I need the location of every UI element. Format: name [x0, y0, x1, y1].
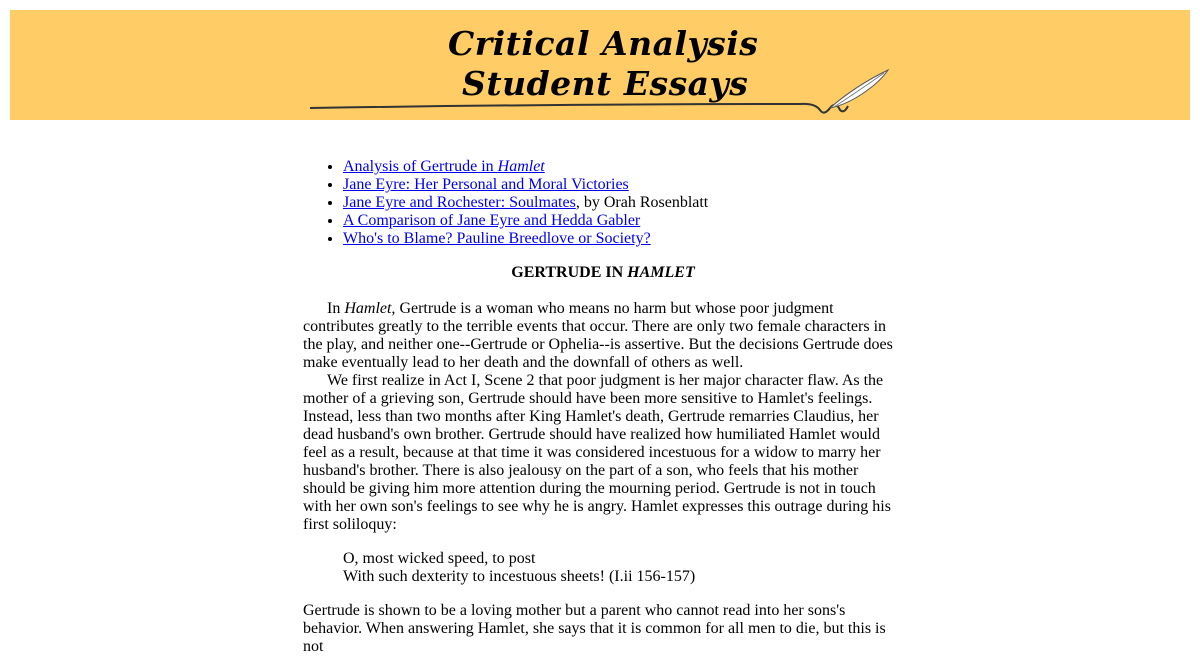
essay-link-gertrude[interactable]: Analysis of Gertrude in Hamlet: [343, 158, 545, 175]
site-title-line1: Critical Analysis: [448, 24, 759, 63]
essay-author: , by Orah Rosenblatt: [575, 194, 709, 211]
list-item: [343, 212, 903, 230]
list-item: [343, 158, 903, 176]
essay-link-jane-eyre-victories[interactable]: Jane Eyre: Her Personal and Moral Victories: [343, 176, 629, 193]
list-item: [343, 194, 903, 212]
quill-pen-icon: [310, 68, 900, 118]
header-banner: [10, 10, 1190, 120]
essay-paragraph-3: Gertrude is shown to be a loving mother but a parent who cannot read into her sons's behavior. When answering Hamlet, she says that it is common for all men to die, but this is not: [303, 602, 886, 655]
essay-link-jane-eyre-rochester[interactable]: Jane Eyre and Rochester: Soulmates: [343, 194, 576, 211]
essay-paragraph-1: In Hamlet, Gertrude is a woman who means no harm but whose poor judgment contributes greatly to the terrible events that occur. There are only two female characters in the play, and neither one--Gertrude or Ophelia--is assertive. But the decisions Gertrude does make eventually lead to her death and the downfall of others as well.: [303, 300, 893, 371]
essay-link-whos-to-blame[interactable]: Who's to Blame? Pauline Breedlove or Society?: [343, 230, 651, 247]
essay-paragraph-2: We first realize in Act I, Scene 2 that poor judgment is her major character flaw. As the mother of a grieving son, Gertrude should have been more sensitive to Hamlet's feelings. Instead, less than two months after King Hamlet's death, Gertrude remarries Claudius, her dead husband's own brother. Gertrude should have realized how humiliated Hamlet would feel as a result, because at that time it was considered incestuous for a widow to marry her husband's brother. There is also jealousy on the part of a son, who feels that his mother should be giving him more attention during the mourning period. Gertrude is not in touch with her own son's feelings to see why he is angry. Hamlet expresses this outrage during his first soliloquy:: [303, 372, 891, 533]
essay-list: [303, 158, 903, 248]
list-item: [343, 176, 903, 194]
essay-link-comparison[interactable]: A Comparison of Jane Eyre and Hedda Gabler: [343, 212, 641, 229]
block-quote: [343, 550, 903, 586]
quote-line: With such dexterity to incestuous sheets! (I.ii 156-157): [343, 568, 696, 585]
list-item: [343, 230, 903, 248]
essay-title: GERTRUDE IN HAMLET: [511, 264, 695, 281]
main-content: [303, 158, 903, 656]
site-title-line2: Student Essays: [462, 64, 749, 103]
quote-line: O, most wicked speed, to post: [343, 550, 536, 567]
